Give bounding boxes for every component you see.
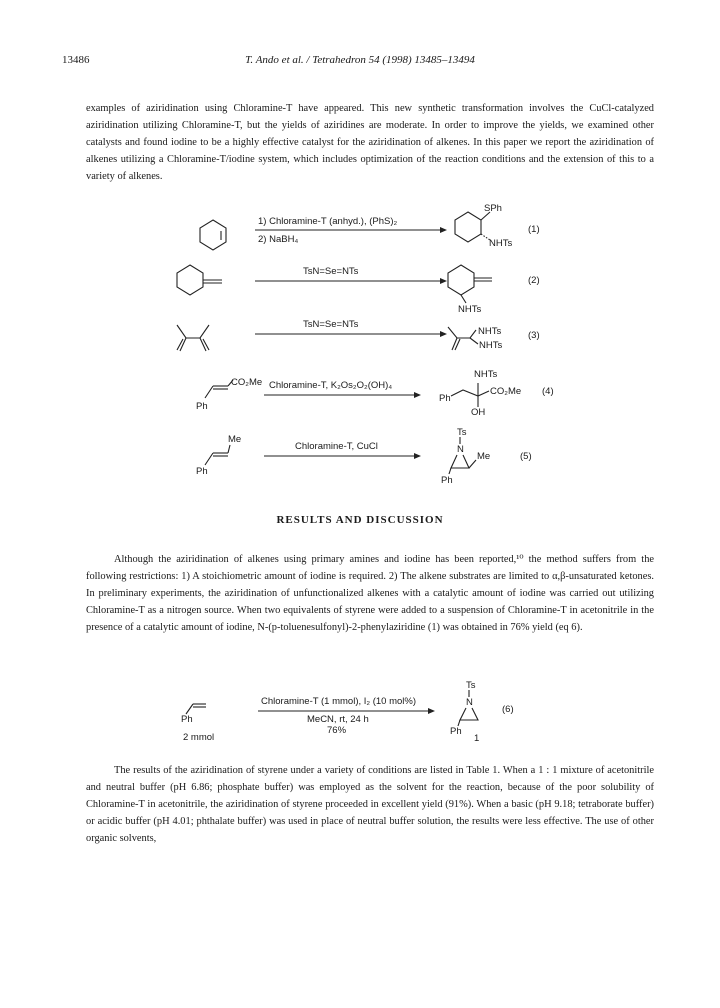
eq6-product-label-2: N [466, 697, 473, 708]
eq2-product-label: NHTs [458, 304, 482, 315]
eq6-yield: 76% [327, 725, 347, 736]
results-paragraph-2-text: The results of the aziridination of styrene under a variety of conditions are listed in Table 1. When a 1 : 1 mixture of acetonitrile and neutral buffer (pH 6.86; phosphate buffer) was employed as the solvent for the reaction, because of the poor solubility of Chloramine-T in acetonitrile, the aziridination of styrene proceeded in excellent yield (91%). When a basic (pH 9.18; tetraborate buffer) or acidic buffer (pH 4.01; phthalate buffer) was used in place of neutral buffer solution, the results were less effective. The use of other organic solvents, [86, 765, 654, 844]
scheme-eq4 [196, 369, 554, 418]
eq5-sm-label-2: Ph [196, 466, 208, 477]
eq6-condition-bottom: MeCN, rt, 24 h [307, 714, 369, 725]
eq5-sm-label-1: Me [228, 434, 242, 445]
eq1-product-label-1: SPh [484, 203, 502, 214]
eq1-condition-bottom: 2) NaBH₄ [258, 234, 299, 245]
scheme-eq5 [196, 427, 532, 486]
page-number: 13486 [62, 54, 90, 66]
eq2-condition: TsN=Se=NTs [303, 266, 359, 277]
eq6-condition-top: Chloramine-T (1 mmol), I₂ (10 mol%) [261, 696, 417, 707]
eq1-condition-top: 1) Chloramine-T (anhyd.), (PhS)₂ [258, 216, 398, 227]
eq5-number: (5) [520, 451, 532, 462]
eq4-sm-label-1: CO₂Me [231, 377, 263, 388]
eq4-product-label-4: OH [471, 407, 486, 418]
product-ring [455, 212, 481, 242]
eq5-product-label-3: Me [477, 451, 491, 462]
results-paragraph-2 [86, 762, 654, 847]
journal-citation: T. Ando et al. / Tetrahedron 54 (1998) 13485–13494 [245, 54, 475, 66]
eq4-condition: Chloramine-T, K₂Os₂O₂(OH)₄ [269, 380, 393, 391]
scheme-eq3 [177, 319, 540, 351]
scheme-eq6 [181, 680, 514, 744]
results-paragraph-1 [86, 551, 654, 636]
product-ring [448, 265, 474, 295]
eq5-condition: Chloramine-T, CuCl [295, 441, 378, 452]
cyclohexene-ring [200, 220, 226, 250]
eq3-number: (3) [528, 330, 540, 341]
eq5-product-label-2: N [457, 444, 464, 455]
eq1-product-label-2: NHTs [489, 238, 513, 249]
eq6-number: (6) [502, 704, 514, 715]
eq5-product-label-1: Ts [457, 427, 467, 438]
section-heading: RESULTS AND DISCUSSION [276, 514, 444, 526]
eq6-product-label-3: Ph [450, 726, 462, 737]
results-paragraph-1-text: Although the aziridination of alkenes using primary amines and iodine has been reported,¹⁰ the method suffers from the following restrictions: 1) A stoichiometric amount of iodine is required. 2) The alkene substrates are limited to α,β-unsaturated ketones. In preliminary experiments, the aziridination of unfunctionalized alkenes with a catalytic amount of iodine was carried out utilizing Chloramine-T as a nitrogen source. When two equivalents of styrene were added to a suspension of Chloramine-T in acetonitrile in the presence of a catalytic amount of iodine, N-(p-toluenesulfonyl)-2-phenylaziridine (1) was obtained in 76% yield (eq 6). [86, 554, 654, 633]
eq4-product-label-2: Ph [439, 393, 451, 404]
eq6-product-label-1: Ts [466, 680, 476, 691]
eq3-product-label-1: NHTs [478, 326, 502, 337]
eq2-number: (2) [528, 275, 540, 286]
eq6-sm-amount: 2 mmol [183, 732, 215, 743]
eq6-compound-number: 1 [474, 733, 480, 744]
eq1-number: (1) [528, 224, 540, 235]
eq4-product-label-1: NHTs [474, 369, 498, 380]
eq3-product-label-2: NHTs [479, 340, 503, 351]
eq4-number: (4) [542, 386, 554, 397]
methylenecyclohexane-ring [177, 265, 203, 295]
aziridine-ring [460, 708, 478, 720]
aziridine-ring [451, 455, 469, 468]
eq4-sm-label-2: Ph [196, 401, 208, 412]
scheme-eq1 [200, 203, 540, 250]
eq3-condition: TsN=Se=NTs [303, 319, 359, 330]
eq5-product-label-4: Ph [441, 475, 453, 486]
eq6-sm-label: Ph [181, 714, 193, 725]
intro-paragraph: examples of aziridination using Chloramine-T have appeared. This new synthetic transformation involves the CuCl-catalyzed aziridination utilizing Chloramine-T, but the yields of aziridines are moderate. In order to improve the yields, we examined other catalysts and found iodine to be a highly effective catalyst for the aziridination of alkenes. In this paper we report the aziridination of alkenes utilizing a Chloramine-T/iodine system, which includes optimization of the reaction conditions and the extension of this to a variety of alkenes. [86, 103, 654, 182]
eq4-product-label-3: CO₂Me [490, 386, 522, 397]
scheme-eq2 [177, 265, 540, 315]
